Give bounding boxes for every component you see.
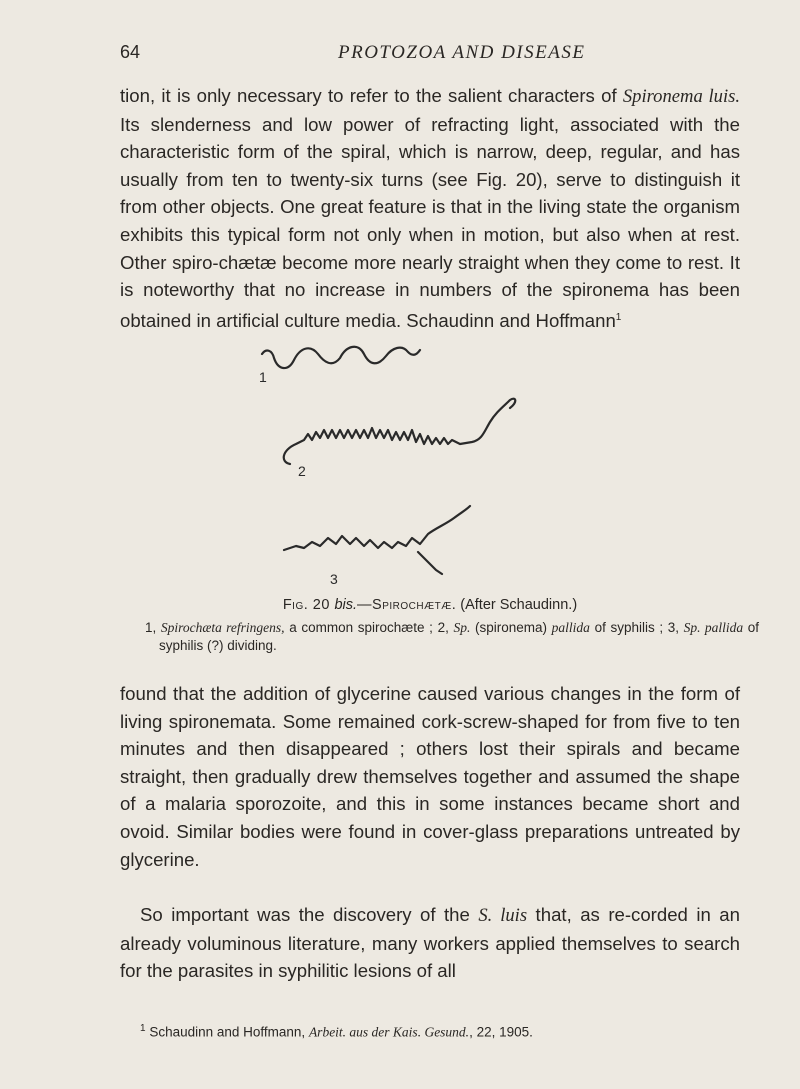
figure-source: (After Schaudinn.) — [456, 597, 578, 613]
legend-num-1: 1, — [145, 620, 161, 635]
paragraph-1 — [120, 82, 740, 335]
legend-species-3: pallida — [551, 620, 590, 635]
paragraph-3-species: S. luis — [478, 905, 528, 926]
footnote-journal: Arbeit. aus der Kais. Gesund. — [308, 1024, 470, 1040]
footnote-reference: 1 — [615, 311, 622, 323]
figure-label-1: 1 — [259, 369, 267, 385]
footnote — [140, 1023, 740, 1041]
legend-species-4: Sp. pallida — [683, 620, 744, 635]
figure-title: —Spirochætæ. — [357, 597, 457, 613]
figure-caption-legend — [145, 619, 759, 655]
legend-text-4: of syphilis (?) dividing. — [159, 620, 759, 653]
figure-label-3: 3 — [330, 571, 338, 587]
paragraph-3 — [120, 901, 740, 985]
spirochaete-2-illustration — [284, 399, 516, 464]
spirochaete-1-illustration — [262, 347, 420, 368]
figure-caption-title — [120, 597, 740, 613]
legend-text-3: of syphilis ; 3, — [589, 620, 684, 635]
spirochaete-figure — [260, 352, 640, 592]
running-title: PROTOZOA AND DISEASE — [338, 42, 586, 63]
figure-label-2: 2 — [298, 463, 306, 479]
paragraph-3-text-a: So important was the discovery of the — [140, 904, 479, 925]
figure-bis: bis. — [334, 597, 358, 613]
legend-text-2: (spironema) — [470, 620, 552, 635]
footnote-text-a: Schaudinn and Hoffmann, — [145, 1024, 309, 1040]
legend-species-2: Sp. — [453, 620, 471, 635]
footnote-text-b: , 22, 1905. — [469, 1024, 533, 1040]
paragraph-1-text-b: Its slenderness and low power of refracting light, associated with the characteristic form of the spiral, which is narrow, deep, regular, and has usually from ten to twenty-six turns (see Fig. 20), serve to distinguish it from other objects. One great feature is that in the living state the organism exhibits this typical form not only when in motion, but also when at rest. Other spiro-chætæ become more nearly straight when they come to rest. It is noteworthy that no increase in numbers of the spironema has been obtained in artificial culture media. Schaudinn and Hoffmann — [120, 113, 740, 331]
legend-text-1: a common spirochæte ; 2, — [284, 620, 454, 635]
footnote-marker: 1 — [140, 1023, 146, 1034]
paragraph-3-text-b: that, as re-corded in an already voluminous literature, many workers applied themselves to search for the parasites in syphilitic lesions of all — [120, 904, 740, 982]
paragraph-2: found that the addition of glycerine caused various changes in the form of living spironemata. Some remained cork-screw-shaped for from five to ten minutes and then disappeared ; others lost their spirals and became straight, then gradually drew themselves together and assumed the shape of a malaria sporozoite, and this in some instances became short and ovoid. Similar bodies were found in cover-glass preparations untreated by glycerine. — [120, 683, 740, 870]
legend-species-1: Spirochæta refringens, — [160, 620, 285, 635]
spirochaete-3-illustration — [284, 506, 470, 574]
figure-number: Fig. 20 — [282, 597, 335, 613]
page-header — [120, 42, 740, 66]
page-number: 64 — [120, 42, 141, 62]
paragraph-1-text-a: tion, it is only necessary to refer to the salient characters of — [120, 85, 623, 106]
paragraph-1-species: Spironema luis. — [622, 86, 740, 107]
